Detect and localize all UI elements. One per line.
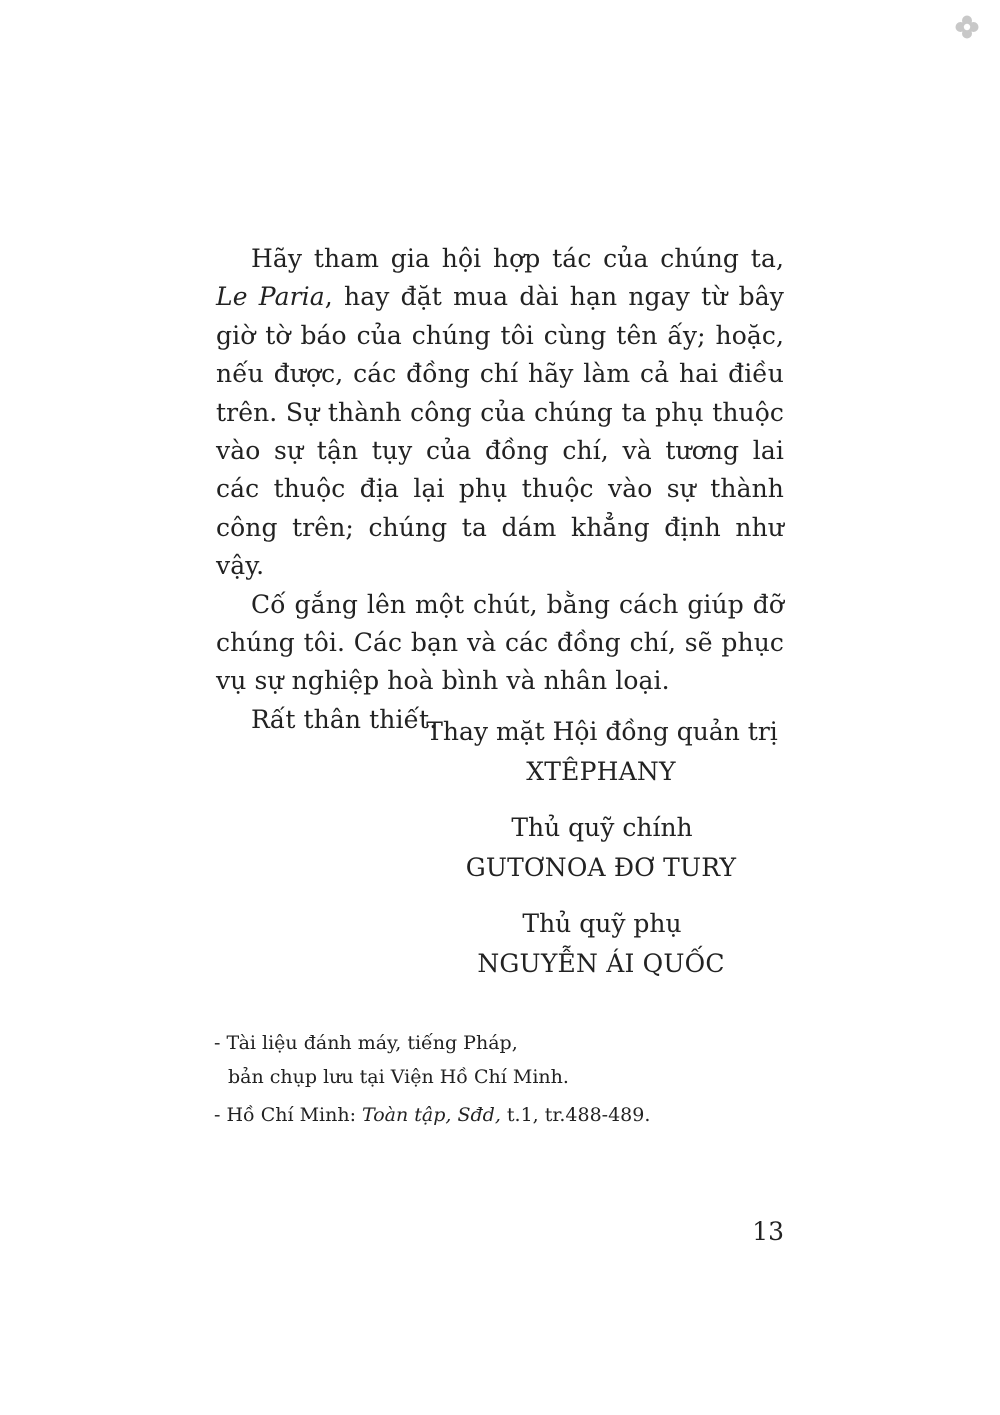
newspaper-title: Le Paria xyxy=(216,282,325,312)
signature-block xyxy=(418,712,784,1000)
note-2-book-title: Toàn tập, Sđd, xyxy=(362,1104,501,1126)
signature-title: Thủ quỹ phụ xyxy=(522,909,682,938)
paragraph-2: Cố gắng lên một chút, bằng cách giúp đỡ chúng tôi. Các bạn và các đồng chí, sẽ phục vụ sự nghiệp hoà bình và nhân loại. xyxy=(216,589,784,696)
note-2 xyxy=(214,1098,814,1132)
paragraph-1 xyxy=(216,240,784,586)
signature-board xyxy=(418,712,784,792)
signature-title: Thay mặt Hội đồng quản trị xyxy=(426,717,778,746)
paragraph-1-start: Hãy tham gia hội hợp tác của chúng ta, xyxy=(251,244,784,273)
closing-line: Rất thân thiết. xyxy=(251,704,438,734)
paragraph-1-rest: , hay đặt mua dài hạn ngay từ bây giờ tờ báo của chúng tôi cùng tên ấy; hoặc, nếu được, các đồng chí hãy làm cả hai điều trên. Sự thành công của chúng ta phụ thuộc vào sự tận tụy của đồng chí, và tương lai các thuộc địa lại phụ thuộc vào sự thành công trên; chúng ta dám khẳng định như vậy. xyxy=(216,282,784,581)
page-number: 13 xyxy=(752,1217,784,1246)
note-2-suffix: t.1, tr.488-489. xyxy=(500,1104,651,1126)
note-2-prefix: - Hồ Chí Minh: xyxy=(214,1104,363,1126)
note-1-line-2: bản chụp lưu tại Viện Hồ Chí Minh. xyxy=(228,1066,569,1088)
signature-deputy-treasurer xyxy=(418,904,784,984)
signature-title: Thủ quỹ chính xyxy=(511,813,693,842)
signature-name: XTÊPHANY xyxy=(526,757,676,786)
source-notes xyxy=(214,1026,814,1132)
corner-ornament-icon xyxy=(954,14,980,40)
signature-name: GUTƠNOA ĐƠ TURY xyxy=(465,853,737,882)
letter-body xyxy=(216,240,784,739)
signature-chief-treasurer xyxy=(418,808,784,888)
signature-name: NGUYỄN ÁI QUỐC xyxy=(477,949,725,978)
note-1-line-1: - Tài liệu đánh máy, tiếng Pháp, xyxy=(214,1032,518,1054)
